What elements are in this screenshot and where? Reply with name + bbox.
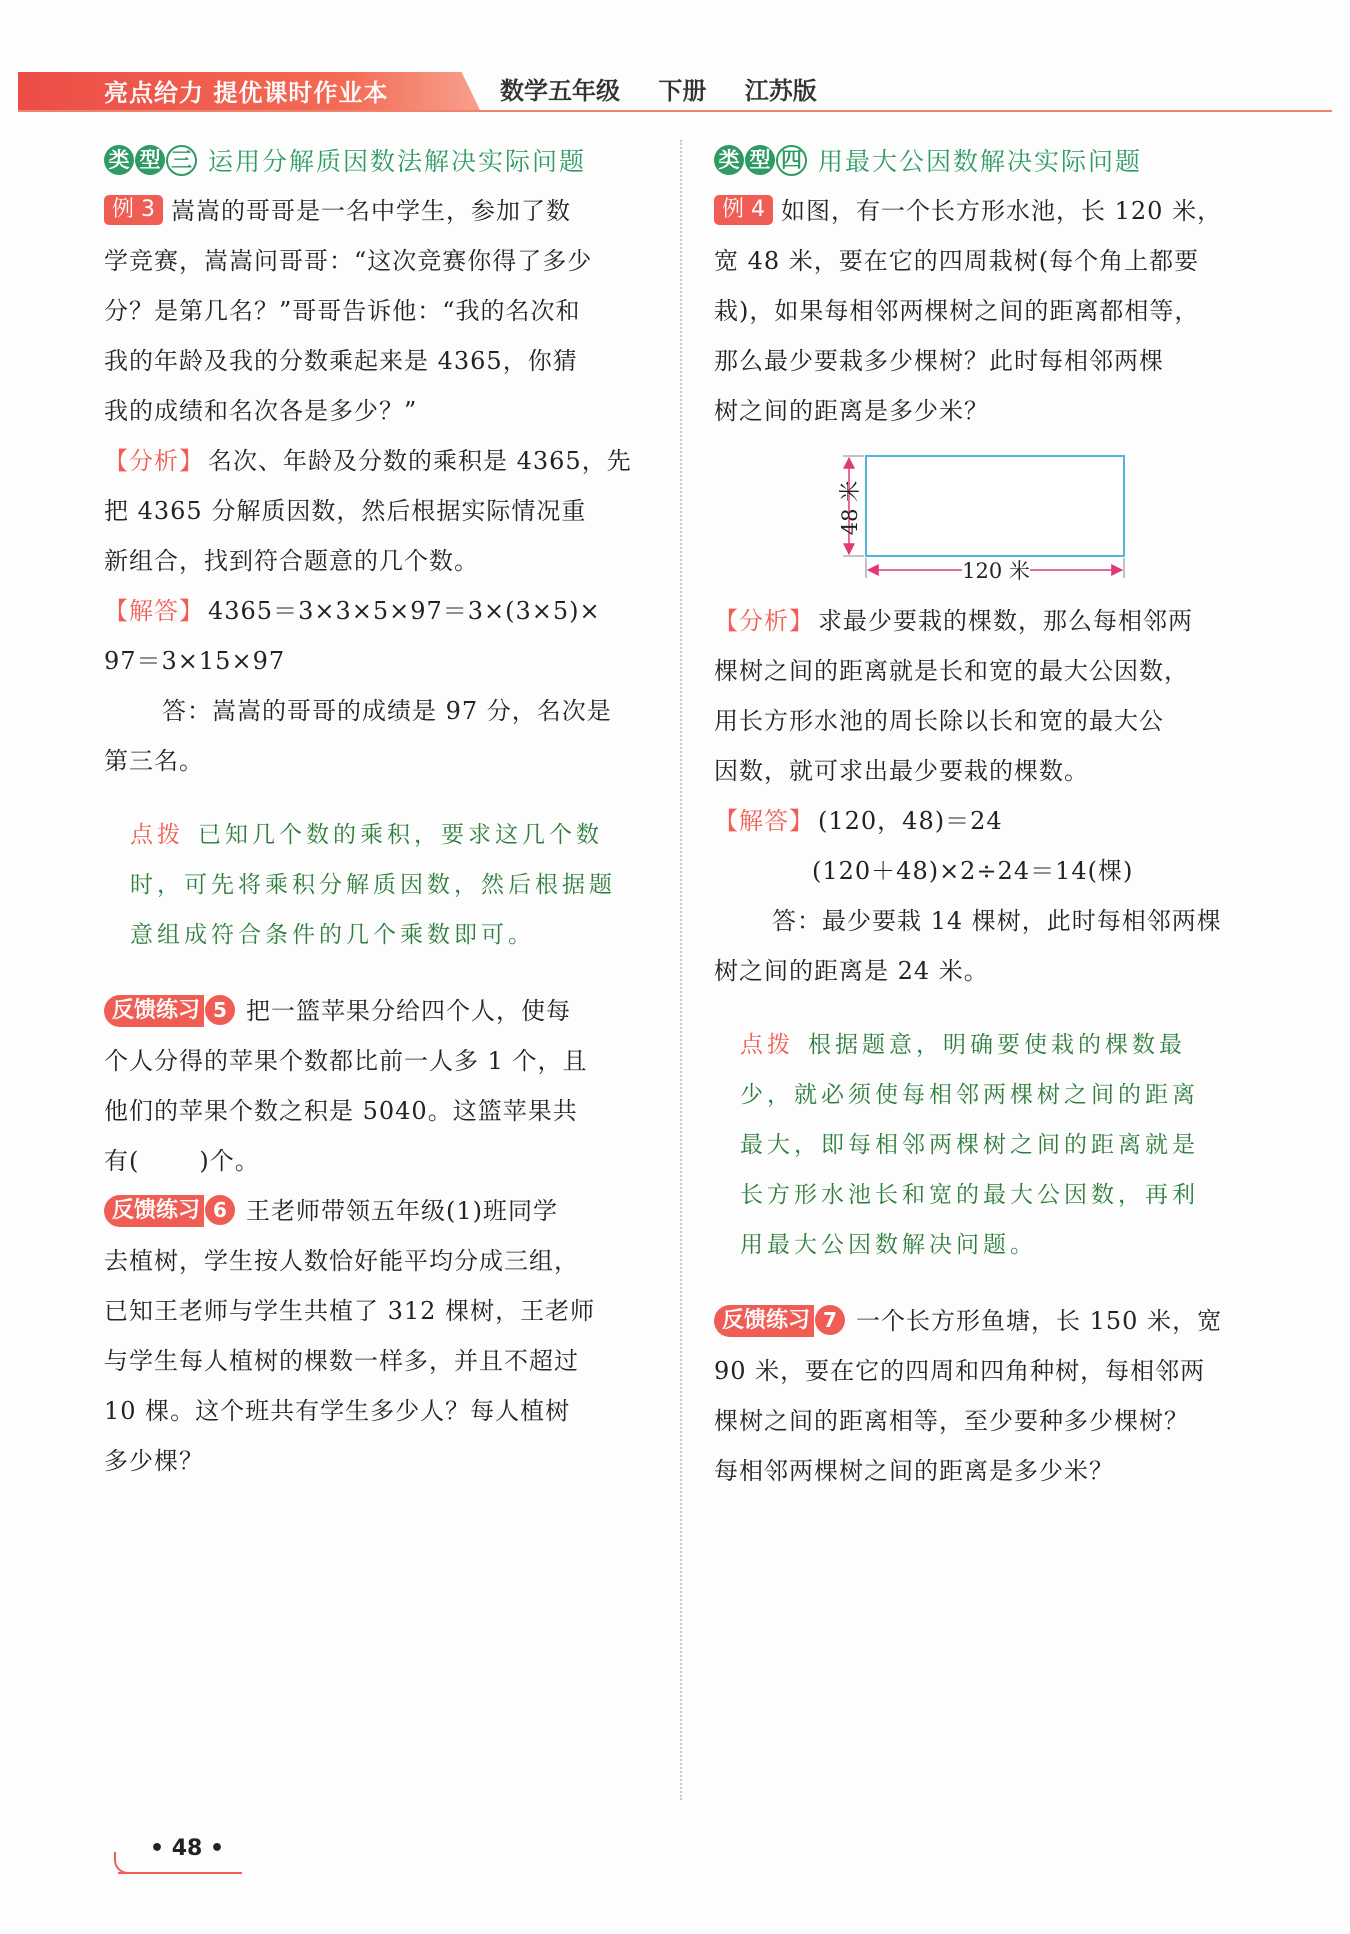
header-rule: [18, 110, 1332, 112]
rectangle-pool-figure: [714, 442, 1260, 592]
solution-line: [714, 796, 1260, 846]
exercise-6-line: 10 棵。这个班共有学生多少人？每人植树: [104, 1397, 571, 1425]
tip-label: 点拨: [130, 822, 184, 848]
example-badge: 例 4: [714, 195, 773, 225]
example-3-line: 我的成绩和名次各是多少？”: [104, 397, 418, 425]
exercise-6-line: 多少棵？: [104, 1447, 204, 1475]
tip-line: [740, 1020, 1260, 1070]
solution-text: 4365＝3×3×5×97＝3×(3×5)×: [208, 597, 601, 625]
exercise-6-line: 与学生每人植树的棵数一样多，并且不超过: [104, 1347, 579, 1375]
tip-text: 根据题意，明确要使栽的棵数最: [808, 1032, 1186, 1058]
solution-line: [104, 586, 656, 636]
volume-label: 下册: [658, 77, 707, 105]
type-title: 用最大公因数解决实际问题: [818, 147, 1143, 176]
exercise-badge: 反馈练习: [104, 1195, 204, 1227]
exercise-number: 6: [204, 1194, 236, 1226]
solution-tag: 【解答】: [714, 807, 814, 835]
tip-text: 已知几个数的乘积，要求这几个数: [198, 822, 603, 848]
example-3-line: 分？是第几名？”哥哥告诉他：“我的名次和: [104, 297, 581, 325]
answer-line: 第三名。: [104, 747, 204, 775]
exercise-6-line: 已知王老师与学生共植了 312 棵树，王老师: [104, 1297, 596, 1325]
column-divider: [680, 140, 682, 1800]
footer-rule: [118, 1872, 242, 1874]
exercise-7-line: [714, 1296, 1260, 1346]
type-title: 运用分解质因数法解决实际问题: [208, 147, 587, 176]
analysis-line: 新组合，找到符合题意的几个数。: [104, 547, 479, 575]
example-4-line: 树之间的距离是多少米？: [714, 397, 989, 425]
type-badge-char: 类: [714, 145, 744, 175]
solution-line: (120＋48)×2÷24＝14(棵): [812, 857, 1134, 885]
tip-line: 时，可先将乘积分解质因数，然后根据题: [130, 872, 616, 898]
type-badge: [714, 145, 808, 176]
exercise-6-line: [104, 1186, 656, 1236]
exercise-7-line: 棵树之间的距离相等，至少要种多少棵树？: [714, 1407, 1189, 1435]
example-text: 嵩嵩的哥哥是一名中学生，参加了数: [171, 197, 571, 225]
answer-line: 树之间的距离是 24 米。: [714, 957, 989, 985]
exercise-7-line: 每相邻两棵树之间的距离是多少米？: [714, 1457, 1114, 1485]
analysis-text: 名次、年龄及分数的乘积是 4365，先: [208, 447, 632, 475]
type-badge-char: 类: [104, 145, 134, 175]
analysis-tag: 【分析】: [104, 447, 204, 475]
tip-line: 意组成符合条件的几个乘数即可。: [130, 922, 535, 948]
page-number: • 48 •: [150, 1836, 225, 1861]
subject-label: 数学五年级: [500, 77, 620, 105]
type-heading-3: [104, 138, 656, 182]
exercise-text: 把一篮苹果分给四个人，使每: [246, 997, 572, 1025]
exercise-7-line: 90 米，要在它的四周和四角种树，每相邻两: [714, 1357, 1206, 1385]
tip-box: [104, 810, 656, 960]
exercise-5-line: [104, 986, 656, 1036]
analysis-line: 棵树之间的距离就是长和宽的最大公因数，: [714, 657, 1189, 685]
analysis-line: 用长方形水池的周长除以长和宽的最大公: [714, 707, 1164, 735]
right-column: [714, 138, 1260, 1496]
exercise-5-line: 个人分得的苹果个数都比前一人多 1 个，且: [104, 1047, 588, 1075]
exercise-5-line: 他们的苹果个数之积是 5040。这篮苹果共: [104, 1097, 578, 1125]
tip-label: 点拨: [740, 1032, 794, 1058]
example-3-line: [104, 186, 656, 236]
exercise-badge: 反馈练习: [714, 1305, 814, 1337]
analysis-tag: 【分析】: [714, 607, 814, 635]
solution-line: 97＝3×15×97: [104, 647, 286, 675]
solution-text: (120，48)＝24: [818, 807, 1003, 835]
example-4-line: 栽)，如果每相邻两棵树之间的距离都相等，: [714, 297, 1200, 325]
type-badge-char: 型: [745, 145, 775, 175]
tip-line: 最大，即每相邻两棵树之间的距离就是: [740, 1132, 1199, 1158]
height-label: 48 米: [838, 480, 862, 536]
series-title: 亮点给力 提优课时作业本: [104, 79, 389, 107]
tip-box: [714, 1020, 1260, 1270]
answer-line: 答：最少要栽 14 棵树，此时每相邻两棵: [772, 907, 1222, 935]
type-badge-char: 三: [166, 145, 197, 176]
analysis-line: 因数，就可求出最少要栽的棵数。: [714, 757, 1089, 785]
pool-diagram: [714, 442, 1260, 592]
solution-tag: 【解答】: [104, 597, 204, 625]
type-heading-4: [714, 138, 1260, 182]
pool-rectangle: [866, 456, 1124, 556]
analysis-text: 求最少要栽的棵数，那么每相邻两: [818, 607, 1193, 635]
exercise-text: 有(: [104, 1147, 140, 1175]
analysis-line: [104, 436, 656, 486]
tip-line: 长方形水池长和宽的最大公因数，再利: [740, 1182, 1199, 1208]
exercise-text: )个。: [199, 1147, 260, 1175]
example-4-line: 那么最少要栽多少棵树？此时每相邻两棵: [714, 347, 1164, 375]
example-4-line: 宽 48 米，要在它的四周栽树(每个角上都要: [714, 247, 1200, 275]
exercise-text: 王老师带领五年级(1)班同学: [246, 1197, 559, 1225]
example-text: 如图，有一个长方形水池，长 120 米，: [781, 197, 1223, 225]
answer-line: 答：嵩嵩的哥哥的成绩是 97 分，名次是: [162, 697, 612, 725]
exercise-badge: 反馈练习: [104, 995, 204, 1027]
type-badge-char: 型: [135, 145, 165, 175]
analysis-line: [714, 596, 1260, 646]
width-label: 120 米: [962, 559, 1030, 583]
edition-label: 江苏版: [744, 77, 817, 105]
tip-line: 少，就必须使每相邻两棵树之间的距离: [740, 1082, 1199, 1108]
tip-line: 用最大公因数解决问题。: [740, 1232, 1037, 1258]
exercise-number: 7: [814, 1304, 846, 1336]
book-info: [500, 74, 847, 108]
example-4-line: [714, 186, 1260, 236]
exercise-6-line: 去植树，学生按人数恰好能平均分成三组，: [104, 1247, 579, 1275]
type-badge: [104, 145, 198, 176]
footer-decoration: [114, 1852, 142, 1874]
exercise-number: 5: [204, 994, 236, 1026]
exercise-text: 一个长方形鱼塘，长 150 米，宽: [856, 1307, 1223, 1335]
left-column: [104, 138, 656, 1486]
example-badge: 例 3: [104, 195, 163, 225]
exercise-5-line: [104, 1136, 656, 1186]
type-badge-char: 四: [776, 145, 807, 176]
example-3-line: 学竞赛，嵩嵩问哥哥：“这次竞赛你得了多少: [104, 247, 593, 275]
analysis-line: 把 4365 分解质因数，然后根据实际情况重: [104, 497, 587, 525]
tip-line: [130, 810, 656, 860]
example-3-line: 我的年龄及我的分数乘起来是 4365，你猜: [104, 347, 578, 375]
